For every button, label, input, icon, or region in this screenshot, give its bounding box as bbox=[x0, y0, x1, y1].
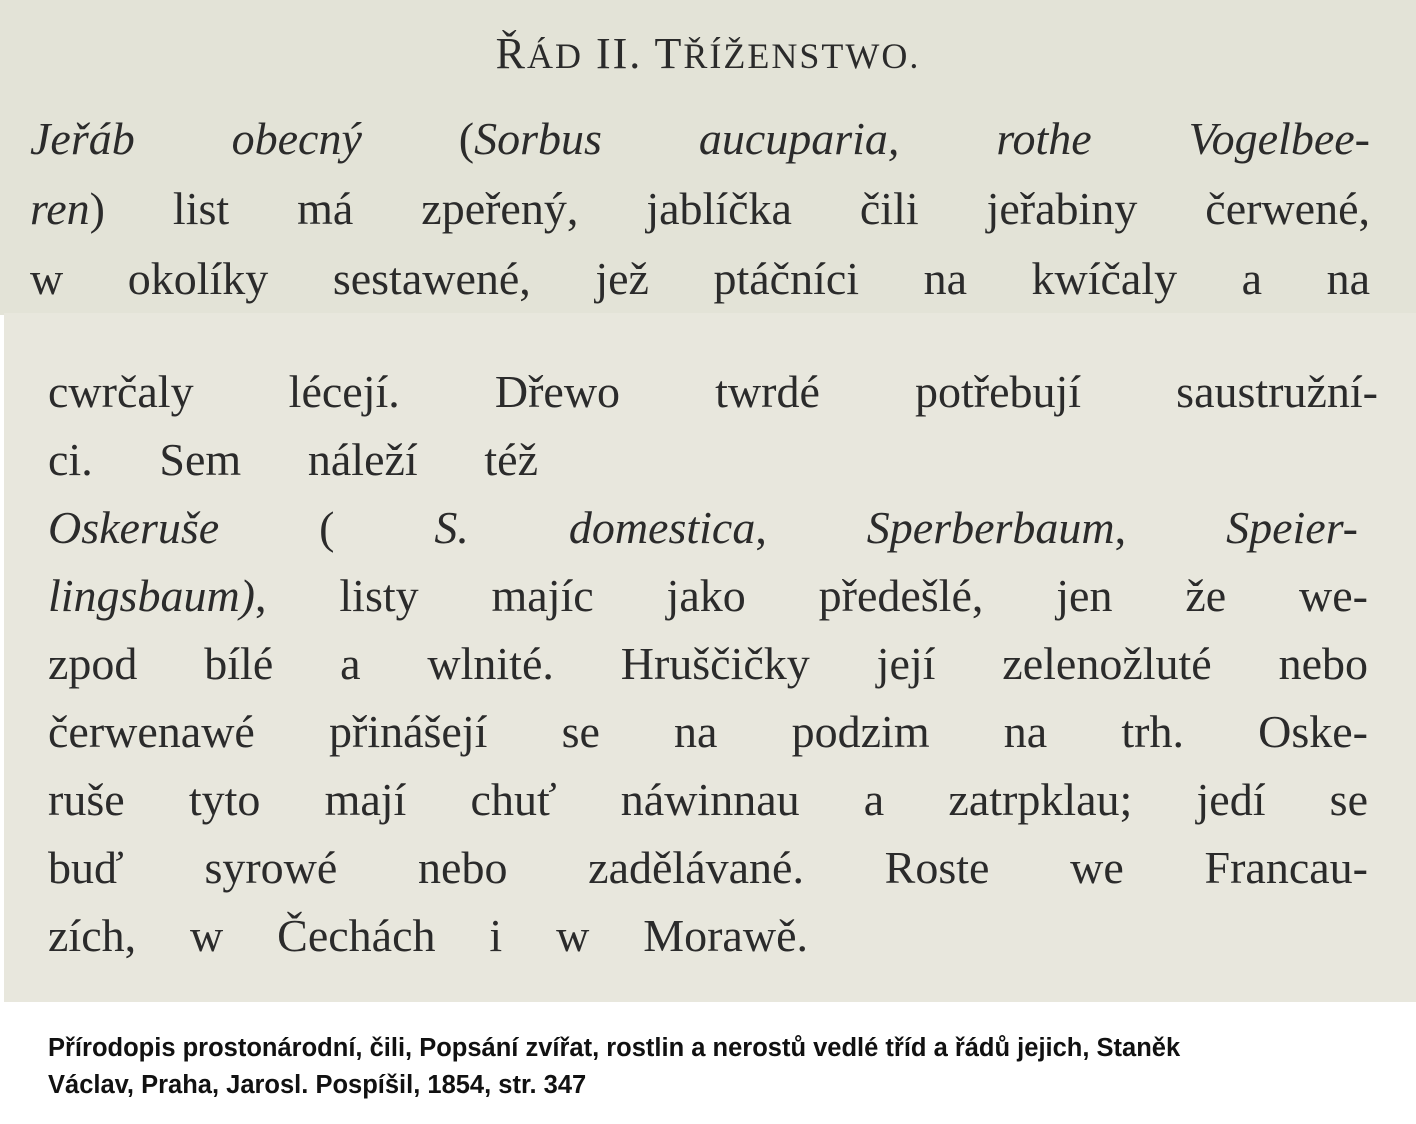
top-line-2 bbox=[30, 182, 1370, 235]
bottom-line-4-segment-1: lingsbaum) bbox=[48, 570, 255, 621]
caption-line-2: Václav, Praha, Jarosl. Pospíšil, 1854, str. 347 bbox=[48, 1071, 587, 1099]
bottom-line-8-segment-1: buď syrowé nebo zadělávané. Roste we Francau- bbox=[48, 842, 1368, 893]
top-line-2-segment-1: ren bbox=[30, 183, 90, 234]
scan-fragment-bottom bbox=[4, 313, 1416, 1002]
scan-fragment-top bbox=[0, 0, 1416, 315]
caption-line-1: Přírodopis prostonárodní, čili, Popsání zvířat, rostlin a nerostů vedlé tříd a řádů jejich, Staněk bbox=[48, 1034, 1181, 1062]
bottom-line-5-segment-1: zpod bílé a wlnité. Hruščičky její zelenožluté nebo bbox=[48, 638, 1368, 689]
bottom-line-3-segment-2: ( bbox=[219, 502, 435, 553]
bottom-line-4-segment-2: , listy majíc jako předešlé, jen že we- bbox=[255, 570, 1368, 621]
top-line-1-segment-3: Sorbus aucuparia, rothe Vogelbee- bbox=[474, 113, 1370, 164]
bottom-line-8 bbox=[48, 841, 1368, 894]
bottom-line-3-segment-7: Speier- bbox=[1226, 502, 1358, 553]
top-line-1 bbox=[30, 112, 1370, 165]
bottom-line-9-segment-1: zích, w Čechách i w Morawě. bbox=[48, 910, 808, 961]
top-line-3 bbox=[30, 252, 1370, 305]
bottom-line-5 bbox=[48, 637, 1368, 690]
bottom-line-1 bbox=[48, 365, 1378, 418]
bottom-line-6 bbox=[48, 705, 1368, 758]
heading-roman-numeral: II. bbox=[582, 29, 655, 78]
bottom-line-3-segment-6: , bbox=[1114, 502, 1227, 553]
bottom-line-3-segment-3: S. domestica bbox=[434, 502, 756, 553]
heading-rest-2: ŘÍŽENSTWO. bbox=[683, 36, 921, 76]
bottom-line-2-segment-1: ci. Sem náleží též bbox=[48, 434, 538, 485]
bottom-line-3-segment-5: Sperberbaum bbox=[866, 502, 1115, 553]
top-line-3-segment-1: w okolíky sestawené, jež ptáčníci na kwíčaly a na bbox=[30, 253, 1370, 304]
heading-rest-1: ÁD bbox=[526, 36, 583, 76]
bottom-line-3 bbox=[48, 501, 1358, 554]
top-line-2-segment-2: ) list má zpeřený, jablíčka čili jeřabiny čerwené, bbox=[89, 183, 1370, 234]
bottom-line-4 bbox=[48, 569, 1368, 622]
top-line-1-segment-2: ( bbox=[361, 113, 475, 164]
bottom-line-1-segment-1: cwrčaly lécejí. Dřewo twrdé potřebují saustružní- bbox=[48, 366, 1378, 417]
bottom-line-9 bbox=[48, 909, 808, 962]
bottom-line-3-segment-1: Oskeruše bbox=[48, 502, 220, 553]
chapter-heading bbox=[0, 28, 1416, 79]
bottom-line-6-segment-1: čerwenawé přinášejí se na podzim na trh. Oske- bbox=[48, 706, 1368, 757]
bottom-line-3-segment-4: , bbox=[755, 502, 867, 553]
heading-initial-2: T bbox=[654, 29, 684, 78]
bottom-line-2 bbox=[48, 433, 538, 486]
source-caption bbox=[48, 1030, 1378, 1104]
top-line-1-segment-1: Jeřáb obecný bbox=[30, 113, 362, 164]
bottom-line-7-segment-1: ruše tyto mají chuť náwinnau a zatrpklau; jedí se bbox=[48, 774, 1368, 825]
bottom-line-7 bbox=[48, 773, 1368, 826]
heading-initial-1: Ř bbox=[495, 29, 527, 78]
